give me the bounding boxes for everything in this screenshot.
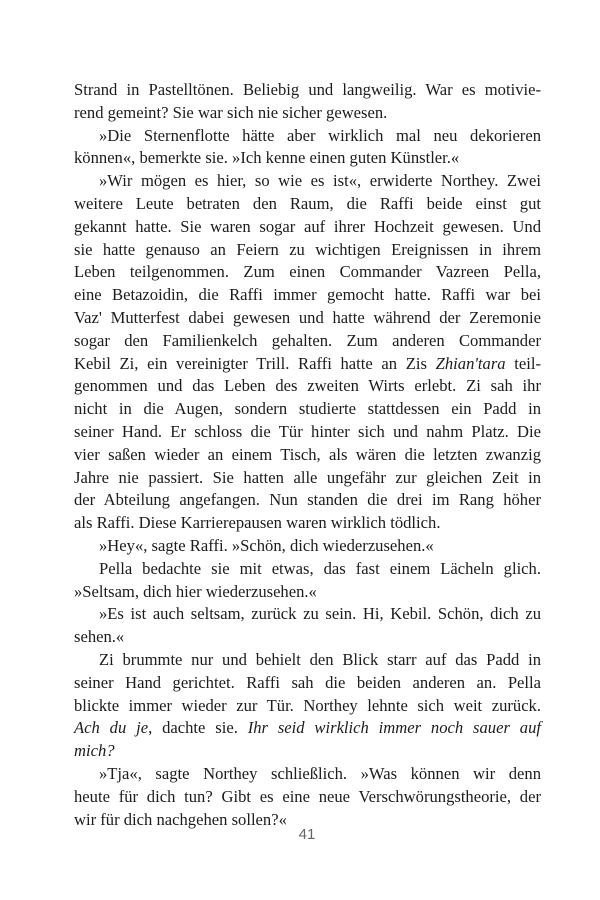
text-run: »Es ist auch seltsam, zurück zu sein. Hi, Kebil. Schön, dich zu <box>99 604 541 624</box>
text-run: Strand in Pastelltönen. Beliebig und langweilig. War es motivie- <box>74 80 541 99</box>
text-run: , dachte sie. <box>148 718 248 738</box>
italic-run: Ach du je <box>74 718 149 738</box>
text-line <box>74 330 541 353</box>
text-line <box>74 763 541 786</box>
text-line <box>74 193 541 216</box>
text-run: als Raffi. Diese Karrierepausen waren wirklich tödlich. <box>74 513 441 533</box>
text-line <box>74 147 541 170</box>
text-run: genommen und das Leben des zweiten Wirts erlebt. Zi sah ihr <box>74 376 541 396</box>
text-run: sehen.« <box>74 627 125 647</box>
text-run: eine Betazoidin, die Raffi immer gemocht hatte. Raffi war bei <box>74 285 541 305</box>
text-run: der Abteilung angefangen. Nun standen die drei im Rang höher <box>74 490 541 510</box>
text-line <box>74 672 541 695</box>
text-line <box>74 170 541 193</box>
text-line <box>74 261 541 284</box>
text-line <box>74 102 541 125</box>
text-run: gekannt hatte. Sie waren sogar auf ihrer Hochzeit gewesen. Und <box>74 216 541 236</box>
italic-run: Ihr seid wirklich immer noch sauer auf <box>247 718 541 738</box>
text-run: »Wir mögen es hier, so wie es ist«, erwiderte Northey. Zwei <box>99 171 541 191</box>
text-line <box>74 740 541 763</box>
text-line <box>74 786 541 809</box>
text-line <box>74 581 541 604</box>
text-line <box>74 239 541 262</box>
text-line <box>74 489 541 512</box>
text-run: können«, bemerkte sie. »Ich kenne einen guten Künstler.« <box>74 148 460 168</box>
text-line <box>74 535 541 558</box>
text-run: blickte immer wieder zur Tür. Northey lehnte sich weit zurück. <box>74 695 541 715</box>
text-line <box>74 717 541 740</box>
text-line <box>74 79 541 102</box>
page-text <box>74 79 541 831</box>
text-run: »Tja«, sagte Northey schließlich. »Was können wir denn <box>99 763 541 783</box>
text-run: wir für dich nachgehen sollen?« <box>74 809 287 829</box>
text-run: teil- <box>505 353 542 373</box>
text-line <box>74 444 541 467</box>
text-line <box>74 375 541 398</box>
text-line <box>74 284 541 307</box>
italic-run: mich? <box>74 741 115 761</box>
text-line <box>74 558 541 581</box>
text-run: sogar den Familienkelch gehalten. Zum anderen Commander <box>74 330 541 350</box>
text-run: Vaz' Mutterfest dabei gewesen und hatte während der Zeremonie <box>74 307 541 327</box>
text-line <box>74 626 541 649</box>
text-line <box>74 512 541 535</box>
text-run: Jahre nie passiert. Sie hatten alle ungefähr zur gleichen Zeit in <box>74 467 541 487</box>
text-line <box>74 649 541 672</box>
text-line <box>74 695 541 718</box>
text-run: nicht in die Augen, sondern studierte stattdessen ein Padd in <box>74 399 541 419</box>
italic-run: Zhian'tara <box>435 353 506 373</box>
text-run: weitere Leute betraten den Raum, die Raffi beide einst gut <box>74 193 541 213</box>
text-line <box>74 421 541 444</box>
text-run: vier saßen wieder an einem Tisch, als wären die letzten zwanzig <box>74 444 541 464</box>
text-line <box>74 353 541 376</box>
text-run: Leben teilgenommen. Zum einen Commander Vazreen Pella, <box>74 262 541 282</box>
text-line <box>74 467 541 490</box>
text-run: Zi brummte nur und behielt den Blick starr auf das Padd in <box>99 649 541 669</box>
text-run: Kebil Zi, ein vereinigter Trill. Raffi hatte an Zis <box>74 353 436 373</box>
text-run: »Hey«, sagte Raffi. »Schön, dich wiederzusehen.« <box>99 535 434 555</box>
text-run: heute für dich tun? Gibt es eine neue Verschwörungstheorie, der <box>74 786 541 806</box>
text-line <box>74 603 541 626</box>
text-line <box>74 125 541 148</box>
page-number: 41 <box>298 826 316 843</box>
text-run: seiner Hand gerichtet. Raffi sah die beiden anderen an. Pella <box>74 672 541 692</box>
text-run: seiner Hand. Er schloss die Tür hinter sich und nahm Platz. Die <box>74 421 541 441</box>
text-run: rend gemeint? Sie war sich nie sicher gewesen. <box>74 102 388 122</box>
text-line <box>74 398 541 421</box>
text-run: »Die Sternenflotte hätte aber wirklich mal neu dekorieren <box>99 125 541 145</box>
text-run: »Seltsam, dich hier wiederzusehen.« <box>74 581 317 601</box>
text-line <box>74 307 541 330</box>
text-run: Pella bedachte sie mit etwas, das fast einem Lächeln glich. <box>99 558 541 578</box>
text-line <box>74 216 541 239</box>
text-run: sie hatte genauso an Feiern zu wichtigen Ereignissen in ihrem <box>74 239 541 259</box>
